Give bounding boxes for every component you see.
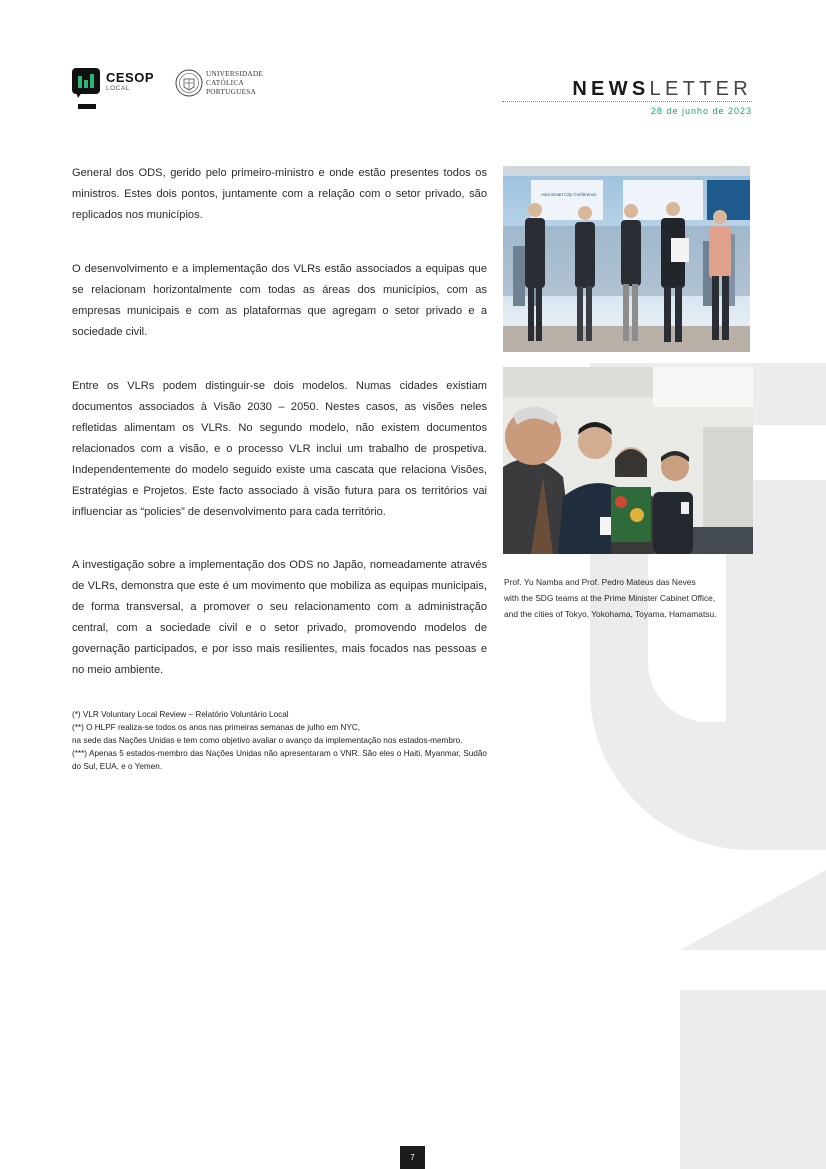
university-name: [206, 70, 263, 97]
university-line-2: CATÓLICA: [206, 79, 244, 87]
caption-line-1: Prof. Yu Namba and Prof. Pedro Mateus das Neves: [504, 577, 696, 587]
university-line-1: UNIVERSIDADE: [206, 70, 264, 78]
newsletter-title-light: LETTER: [649, 78, 752, 100]
university-line-3: PORTUGUESA: [206, 88, 257, 96]
watermark-shape-bottom: [680, 990, 826, 1169]
university-seal-icon: [175, 69, 203, 97]
cesop-logo-subtitle: LOCAL: [106, 85, 130, 92]
footnote-2a: (**) O HLPF realiza-se todos os anos nas primeiras semanas de julho em NYC,: [72, 723, 361, 732]
header-divider: [502, 101, 752, 102]
paragraph-2: O desenvolvimento e a implementação dos VLRs estão associados a equipas que se relacionam horizontalmente com todas as áreas dos municípios, com as empresas municipais e com as plataformas que agregam o setor privado e a sociedade civil.: [72, 263, 487, 338]
banner-text: Asia Smart City Conference: [541, 192, 597, 197]
photo-caption: [504, 574, 754, 622]
page-number: 7: [400, 1146, 425, 1169]
cesop-logo-icon: [72, 68, 100, 98]
caption-line-3: and the cities of Tokyo, Yokohama, Toyama, Hamamatsu.: [504, 609, 717, 619]
paragraph-4: A investigação sobre a implementação dos ODS no Japão, nomeadamente através de VLRs, demonstra que este é um movimento que mobiliza as equipas municipais, de forma transversal, a promover o seu relacionamento com a administração central, com a sociedade civil e o setor privado, promovendo modelos de governação participados, e por isso mais resilientes, mais focados nas pessoas e no meio ambiente.: [72, 559, 487, 676]
cesop-logo-bar: [78, 104, 96, 109]
issue-date: 28 de junho de 2023: [650, 106, 752, 116]
paragraph-1: General dos ODS, gerido pelo primeiro-ministro e onde estão presentes todos os ministros. Estes dois pontos, juntamente com a relação com o setor privado, são replicados nos municípios.: [72, 167, 487, 221]
watermark-shape-wedge: [680, 870, 826, 950]
newsletter-title-bold: NEWS: [572, 78, 650, 100]
footnote-2b: na sede das Nações Unidas e tem como objetivo avaliar o avanço da implementação nos estados-membro.: [72, 736, 463, 745]
footnote-3: (***) Apenas 5 estados-membro das Nações Unidas não apresentaram o VNR. São eles o Haiti, Myanmar, Sudão do Sul, EUA, e o Yemen.: [72, 749, 487, 771]
group-photo-conference: [503, 166, 750, 352]
newsletter-title: [572, 78, 752, 101]
paragraph-3: Entre os VLRs podem distinguir-se dois modelos. Numas cidades existiam documentos associados à Visão 2030 – 2050. Nestes casos, as visões neles refletidas alimentam os VLRs. No segundo modelo, não existem documentos relacionados com a visão, e o processo VLR inclui um trabalho de prospetiva. Independentemente do modelo seguido existe uma cascata que relaciona Visões, Estratégias e Projetos. Este facto associado à visão futura para os territórios vai influenciar as “policies” de desenvolvimento para cada território.: [72, 380, 487, 518]
footnote-1: (*) VLR Voluntary Local Review – Relatório Voluntário Local: [72, 710, 289, 719]
footnotes: [72, 708, 487, 773]
cesop-logo-name: CESOP: [106, 70, 155, 85]
group-photo-selfie: [503, 367, 753, 554]
caption-line-2: with the SDG teams at the Prime Minister Cabinet Office,: [504, 593, 716, 603]
